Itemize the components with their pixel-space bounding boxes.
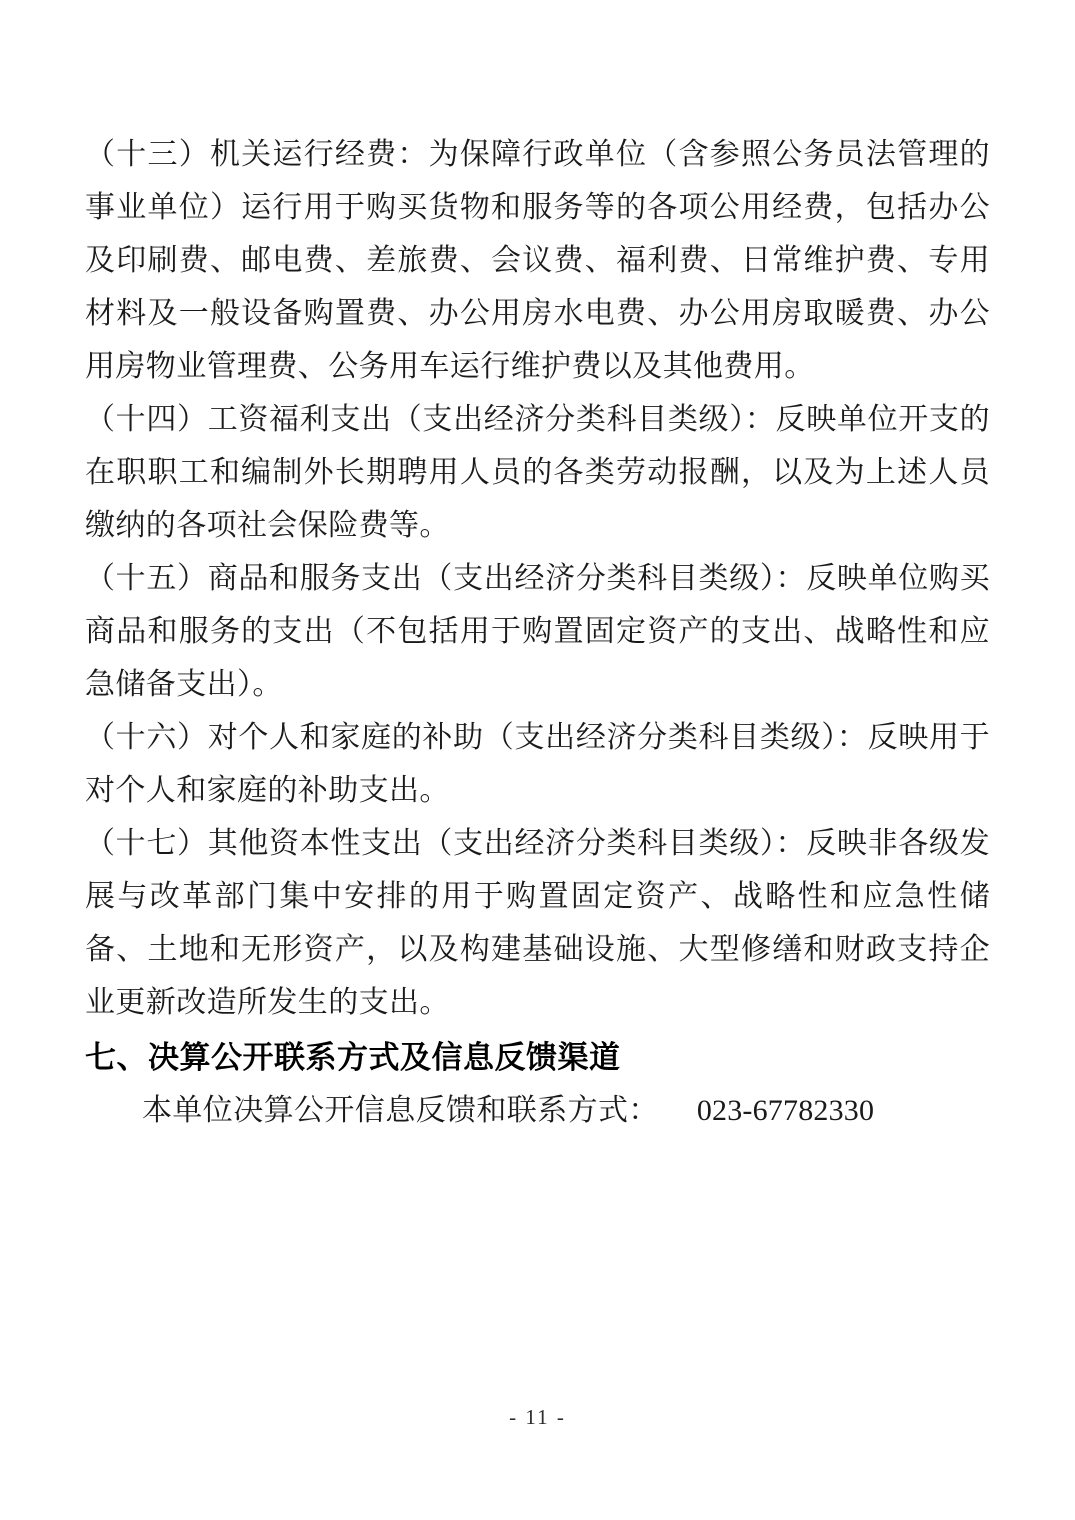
- section-heading-contact: 七、决算公开联系方式及信息反馈渠道: [85, 1040, 621, 1075]
- contact-label: 本单位决算公开信息反馈和联系方式：: [142, 1094, 659, 1127]
- paragraph-item-13: （十三）机关运行经费：为保障行政单位（含参照公务员法管理的事业单位）运行用于购买货物和服务等的各项公用经费，包括办公及印刷费、邮电费、差旅费、会议费、福利费、日常维护费、专用材料及一般设备购置费、办公用房水电费、办公用房取暖费、办公用房物业管理费、公务用车运行维护费以及其他费用。: [85, 138, 990, 383]
- contact-info-line: [85, 1084, 990, 1137]
- page-content: [85, 128, 990, 1137]
- paragraph-item-16: （十六）对个人和家庭的补助（支出经济分类科目类级）：反映用于对个人和家庭的补助支出。: [85, 721, 990, 807]
- paragraph-item-17: （十七）其他资本性支出（支出经济分类科目类级）：反映非各级发展与改革部门集中安排的用于购置固定资产、战略性和应急性储备、土地和无形资产，以及构建基础设施、大型修缮和财政支持企业更新改造所发生的支出。: [85, 827, 990, 1019]
- paragraph-item-15: （十五）商品和服务支出（支出经济分类科目类级）：反映单位购买商品和服务的支出（不包括用于购置固定资产的支出、战略性和应急储备支出）。: [85, 562, 990, 701]
- page-number-footer: - 11 -: [509, 1405, 566, 1429]
- contact-phone-number: 023-67782330: [696, 1094, 875, 1127]
- paragraph-item-14: （十四）工资福利支出（支出经济分类科目类级）：反映单位开支的在职职工和编制外长期聘用人员的各类劳动报酬，以及为上述人员缴纳的各项社会保险费等。: [85, 403, 990, 542]
